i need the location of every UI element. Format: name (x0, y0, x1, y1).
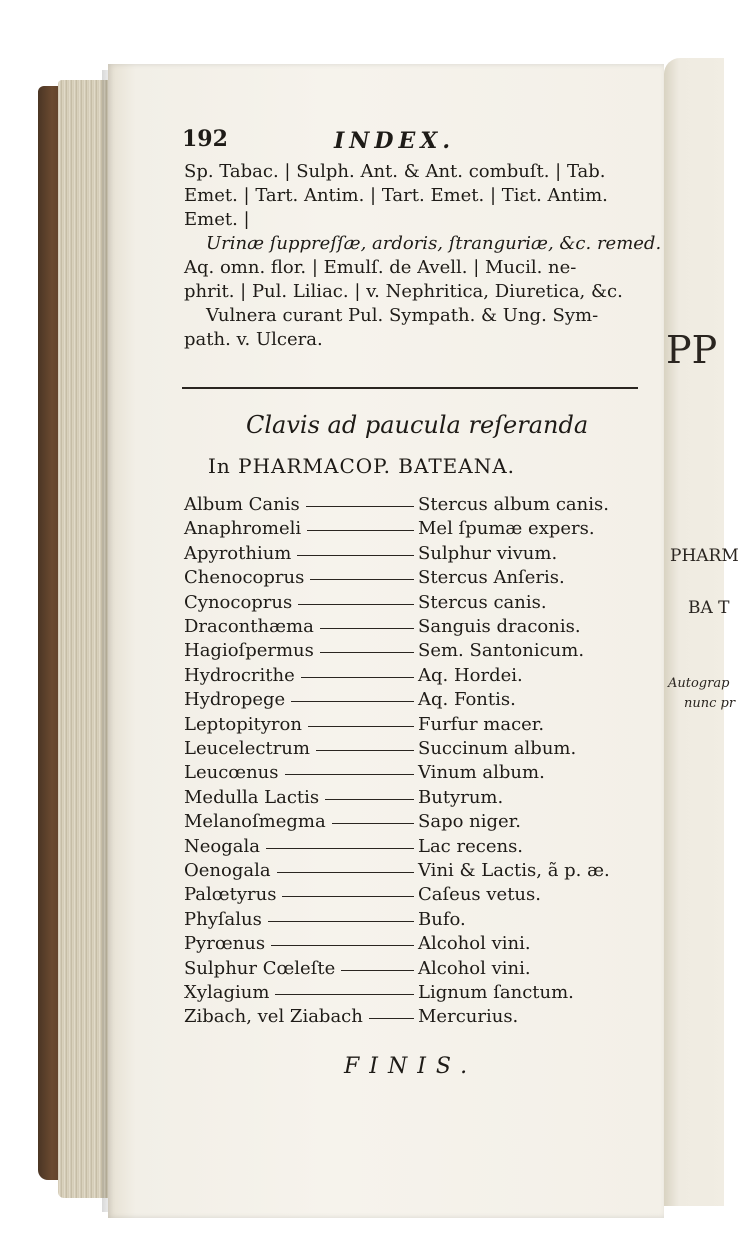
glossary-meaning: Mercurius. (418, 1006, 519, 1028)
facing-page-fragment: PHARM (670, 546, 739, 566)
glossary-term: Apyrothium (184, 542, 292, 564)
glossary-meaning: Vinum album. (418, 762, 545, 784)
glossary-term: Oenogala (184, 860, 271, 881)
section-divider (182, 387, 638, 389)
glossary-dash (268, 921, 414, 922)
glossary-dash (306, 506, 414, 507)
glossary-term: Zibach, vel Ziabach (184, 1006, 363, 1028)
glossary-meaning: Mel ſpumæ expers. (418, 518, 595, 540)
index-section (184, 160, 662, 352)
facing-page-fragment: PP (666, 328, 718, 372)
index-line: Vulnera curant Pul. Sympath. & Ung. Sym- (206, 305, 599, 326)
glossary-dash (307, 530, 414, 531)
glossary-entry (184, 567, 654, 591)
glossary-term: Cynocoprus (184, 591, 293, 613)
glossary-meaning: Aq. Fontis. (418, 689, 516, 711)
glossary-dash (277, 872, 414, 873)
glossary-dash (310, 579, 414, 580)
glossary-dash (316, 750, 414, 751)
glossary-meaning: Sulphur vivum. (418, 542, 558, 564)
glossary-entry (184, 909, 654, 933)
glossary-dash (297, 555, 414, 556)
glossary-term: Phyſalus (184, 908, 262, 930)
glossary-meaning: Stercus canis. (418, 591, 547, 613)
glossary-entry (184, 714, 654, 738)
glossary-term: Chenocoprus (184, 567, 305, 589)
glossary-term: Leucœnus (184, 762, 279, 784)
facing-page (664, 58, 739, 1206)
glossary-entry (184, 860, 654, 884)
glossary-term: Hagioſpermus (184, 640, 314, 662)
glossary-term: Hydrocrithe (184, 664, 295, 686)
glossary-term: Xylagium (184, 982, 270, 1003)
glossary-term: Neogala (184, 835, 260, 857)
index-line: Emet. | (184, 209, 250, 230)
facing-page-fragment: BA T (688, 598, 730, 618)
index-line: Aq. omn. flor. | Emulſ. de Avell. | Mucil. ne- (184, 257, 577, 278)
glossary-meaning: Lignum ſanctum. (418, 982, 574, 1003)
glossary-dash (285, 774, 414, 775)
glossary-dash (271, 945, 414, 946)
glossary-meaning: Stercus album canis. (418, 494, 609, 515)
glossary-term: Medulla Lactis (184, 786, 320, 808)
glossary-dash (320, 652, 414, 653)
index-line: Urinæ ſuppreſſæ, ardoris, ſtranguriæ, &c. remed. (206, 233, 662, 254)
glossary-entry (184, 640, 654, 664)
glossary-term: Hydropege (184, 689, 286, 711)
finis-text: FINIS. (344, 1054, 478, 1079)
glossary-entry (184, 982, 654, 1006)
glossary-meaning: Butyrum. (418, 786, 504, 808)
glossary-meaning: Caſeus vetus. (418, 884, 541, 906)
glossary-term: Melanoſmegma (184, 811, 326, 833)
clavis-subtitle: In PHARMACOP. BATEANA. (208, 454, 516, 478)
glossary-entry (184, 665, 654, 689)
glossary-dash (369, 1018, 414, 1019)
glossary-entry (184, 738, 654, 762)
glossary-meaning: Succinum album. (418, 738, 577, 759)
glossary-entry (184, 958, 654, 982)
page-number: 192 (182, 126, 228, 152)
glossary-dash (341, 970, 414, 971)
glossary-entry (184, 836, 654, 860)
glossary-meaning: Lac recens. (418, 835, 524, 857)
glossary-entry (184, 787, 654, 811)
glossary-meaning: Bufo. (418, 908, 466, 930)
glossary-dash (308, 726, 414, 727)
glossary-meaning: Alcohol vini. (418, 957, 531, 979)
facing-page-fragment: Autograp (668, 676, 730, 691)
glossary-meaning: Furfur macer. (418, 713, 545, 735)
index-line: Emet. | Tart. Antim. | Tart. Emet. | Tiɛt. Antim. (184, 185, 608, 206)
glossary-term: Pyrœnus (184, 933, 266, 955)
glossary-meaning: Stercus Anſeris. (418, 567, 565, 589)
glossary-term: Album Canis (184, 494, 300, 515)
glossary-entry (184, 518, 654, 542)
index-line: phrit. | Pul. Liliac. | v. Nephritica, Diuretica, &c. (184, 281, 623, 302)
index-line: Sp. Tabac. | Sulph. Ant. & Ant. combuſt. | Tab. (184, 161, 606, 182)
glossary-meaning: Sanguis draconis. (418, 616, 581, 637)
glossary-meaning: Sapo niger. (418, 811, 522, 833)
glossary-dash (320, 628, 414, 629)
glossary-entry (184, 933, 654, 957)
glossary-dash (301, 677, 414, 678)
glossary-dash (282, 896, 414, 897)
glossary-entry (184, 494, 654, 518)
glossary-dash (332, 823, 414, 824)
glossary-entry (184, 616, 654, 640)
glossary-entry (184, 689, 654, 713)
facing-page-fragment: nunc pr (684, 696, 736, 711)
glossary-entry (184, 884, 654, 908)
glossary-term: Draconthæma (184, 616, 314, 637)
clavis-title: Clavis ad paucula reſeranda (246, 411, 589, 439)
glossary-dash (325, 799, 414, 800)
glossary-term: Sulphur Cœleſte (184, 957, 336, 979)
glossary-entry (184, 811, 654, 835)
glossary-entry (184, 543, 654, 567)
glossary-entry (184, 762, 654, 786)
running-head: INDEX. (334, 128, 455, 154)
book-page (108, 64, 664, 1218)
glossary-term: Palœtyrus (184, 884, 277, 906)
glossary-entry (184, 1006, 654, 1030)
glossary-meaning: Sem. Santonicum. (418, 640, 585, 662)
glossary-meaning: Alcohol vini. (418, 933, 531, 955)
glossary-dash (291, 701, 414, 702)
glossary-term: Leptopityron (184, 713, 302, 735)
glossary-meaning: Aq. Hordei. (418, 664, 523, 686)
glossary-dash (298, 604, 414, 605)
glossary-dash (266, 848, 414, 849)
glossary-term: Anaphromeli (184, 518, 302, 540)
glossary-dash (275, 994, 414, 995)
glossary-meaning: Vini & Lactis, ã p. æ. (418, 860, 610, 881)
index-line: path. v. Ulcera. (184, 329, 323, 350)
glossary-term: Leucelectrum (184, 738, 310, 759)
glossary-entry (184, 592, 654, 616)
